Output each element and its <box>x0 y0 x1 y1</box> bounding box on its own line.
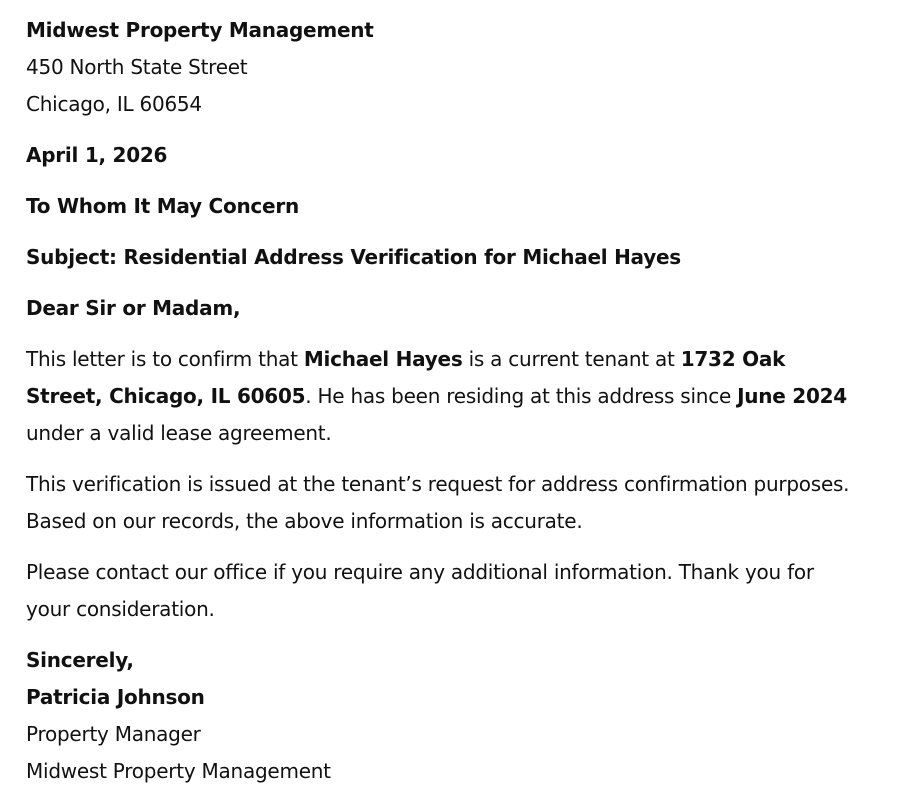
signer-company: Midwest Property Management <box>26 759 331 783</box>
salutation: Dear Sir or Madam, <box>26 296 241 320</box>
sender-street: 450 North State Street <box>26 55 248 79</box>
letter-document <box>26 12 866 790</box>
body-paragraph-3: Please contact our office if you require any additional information. Thank you for your consideration. <box>26 560 814 621</box>
p1-text-3: . He has been residing at this address since <box>305 384 738 408</box>
sender-company: Midwest Property Management <box>26 18 374 42</box>
p1-text-1: This letter is to confirm that <box>26 347 304 371</box>
signer-name: Patricia Johnson <box>26 685 205 709</box>
signature-block <box>26 642 866 790</box>
subject-line: Subject: Residential Address Verification for Michael Hayes <box>26 245 681 269</box>
p1-text-2: is a current tenant at <box>462 347 681 371</box>
tenant-name: Michael Hayes <box>303 347 463 371</box>
tenant-address: 1732 Oak Street, Chicago, IL 60605 <box>26 347 786 408</box>
valediction: Sincerely, <box>26 648 134 672</box>
body-paragraph-1 <box>26 341 861 452</box>
letter-date: April 1, 2026 <box>26 143 168 167</box>
addressee-line: To Whom It May Concern <box>26 194 299 218</box>
residing-since: June 2024 <box>737 384 847 408</box>
body-paragraph-2: This verification is issued at the tenant’s request for address confirmation purposes. Based on our records, the above information is accurate. <box>26 472 850 533</box>
sender-city-line: Chicago, IL 60654 <box>26 92 202 116</box>
sender-address-block <box>26 12 866 123</box>
p1-text-4: under a valid lease agreement. <box>26 421 332 445</box>
signer-title: Property Manager <box>26 722 201 746</box>
